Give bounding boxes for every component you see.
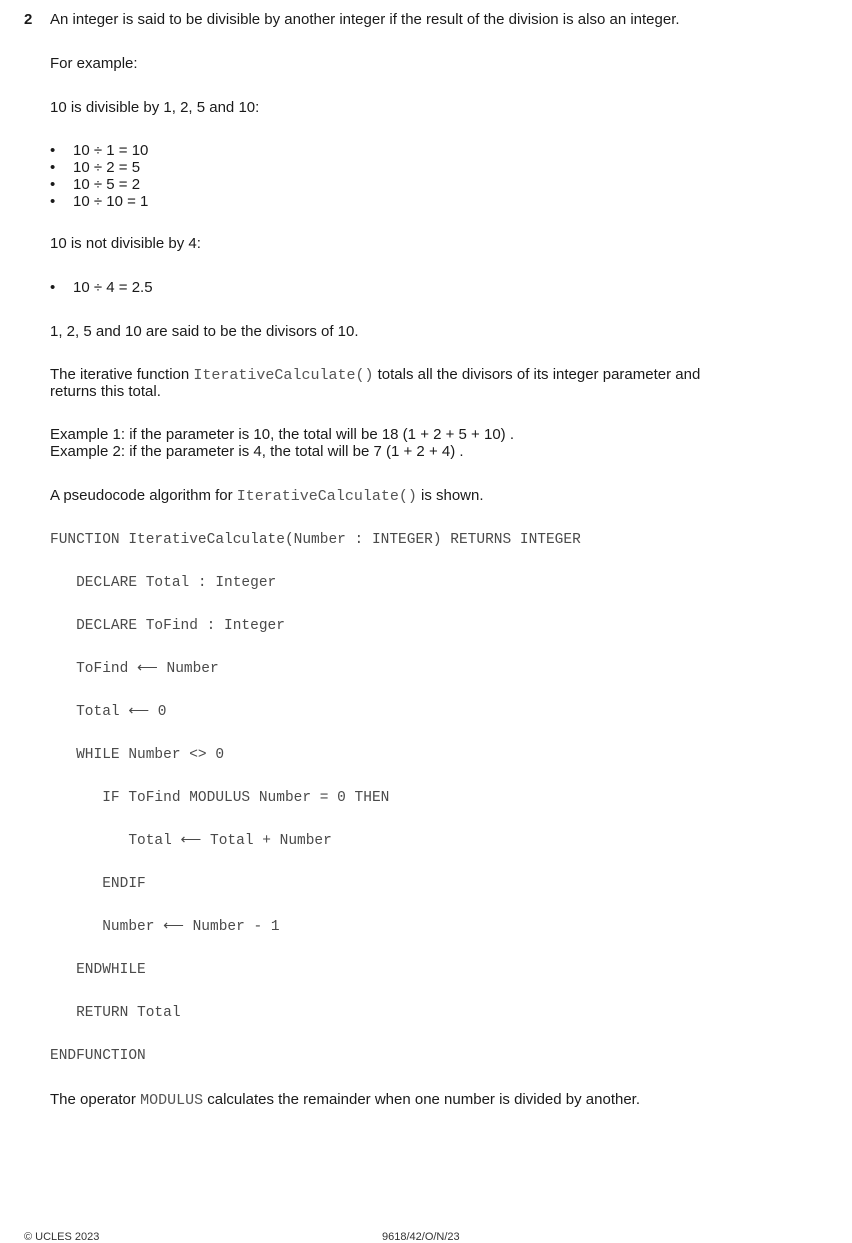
- function-desc-text: The iterative function: [50, 366, 194, 383]
- bullet: •: [50, 176, 56, 193]
- code-line: IF ToFind MODULUS Number = 0 THEN: [50, 790, 390, 806]
- code-line: ENDFUNCTION: [50, 1048, 146, 1064]
- code-line: ToFind ⟵ Number: [50, 661, 219, 677]
- modulus-code: MODULUS: [140, 1092, 204, 1109]
- bullet: •: [50, 159, 56, 176]
- code-line: DECLARE ToFind : Integer: [50, 618, 285, 634]
- function-name-code: IterativeCalculate(): [236, 488, 417, 505]
- list-item: [50, 279, 350, 297]
- intro-paragraph: An integer is said to be divisible by another integer if the result of the division is also an integer.: [50, 11, 680, 28]
- code-line: FUNCTION IterativeCalculate(Number : INTEGER) RETURNS INTEGER: [50, 532, 581, 548]
- footer-paper-code: 9618/42/O/N/23: [382, 1231, 460, 1243]
- divisors-statement: 1, 2, 5 and 10 are said to be the divisors of 10.: [50, 323, 359, 340]
- modulus-note: [50, 1091, 640, 1110]
- function-name-code: IterativeCalculate(): [193, 367, 374, 384]
- list-item-text: 10 ÷ 2 = 5: [73, 159, 141, 176]
- divisible-heading: 10 is divisible by 1, 2, 5 and 10:: [50, 99, 260, 116]
- function-description-line2: returns this total.: [50, 383, 161, 400]
- footer-copyright: © UCLES 2023: [24, 1231, 100, 1243]
- example-1: Example 1: if the parameter is 10, the total will be 18 (1 + 2 + 5 + 10) .: [50, 426, 515, 443]
- bullet: •: [50, 142, 56, 159]
- code-line: DECLARE Total : Integer: [50, 575, 277, 591]
- bullet: •: [50, 193, 56, 210]
- pseudocode-intro-text: A pseudocode algorithm for: [50, 487, 237, 504]
- code-line: WHILE Number <> 0: [50, 747, 225, 763]
- function-desc-text: totals all the divisors of its integer parameter and: [373, 366, 701, 383]
- for-example-label: For example:: [50, 55, 138, 72]
- list-item-text: 10 ÷ 4 = 2.5: [73, 279, 153, 296]
- list-item-text: 10 ÷ 10 = 1: [73, 193, 149, 210]
- code-line: Total ⟵ Total + Number: [50, 833, 332, 849]
- code-line: ENDWHILE: [50, 962, 146, 978]
- list-item-text: 10 ÷ 1 = 10: [73, 142, 149, 159]
- modulus-note-text: calculates the remainder when one number is divided by another.: [203, 1091, 641, 1108]
- not-divisible-heading: 10 is not divisible by 4:: [50, 235, 201, 252]
- list-item: [50, 193, 350, 211]
- list-item-text: 10 ÷ 5 = 2: [73, 176, 141, 193]
- modulus-note-text: The operator: [50, 1091, 141, 1108]
- code-line: RETURN Total: [50, 1005, 181, 1021]
- list-item: [50, 159, 350, 177]
- question-number: 2: [24, 11, 33, 28]
- code-line: ENDIF: [50, 876, 146, 892]
- code-line: Total ⟵ 0: [50, 704, 167, 720]
- code-line: Number ⟵ Number - 1: [50, 919, 280, 935]
- pseudocode-intro: [50, 487, 484, 506]
- list-item: [50, 176, 350, 194]
- pseudocode-intro-text: is shown.: [416, 487, 484, 504]
- list-item: [50, 142, 350, 160]
- bullet: •: [50, 279, 56, 296]
- example-2: Example 2: if the parameter is 4, the total will be 7 (1 + 2 + 4) .: [50, 443, 464, 460]
